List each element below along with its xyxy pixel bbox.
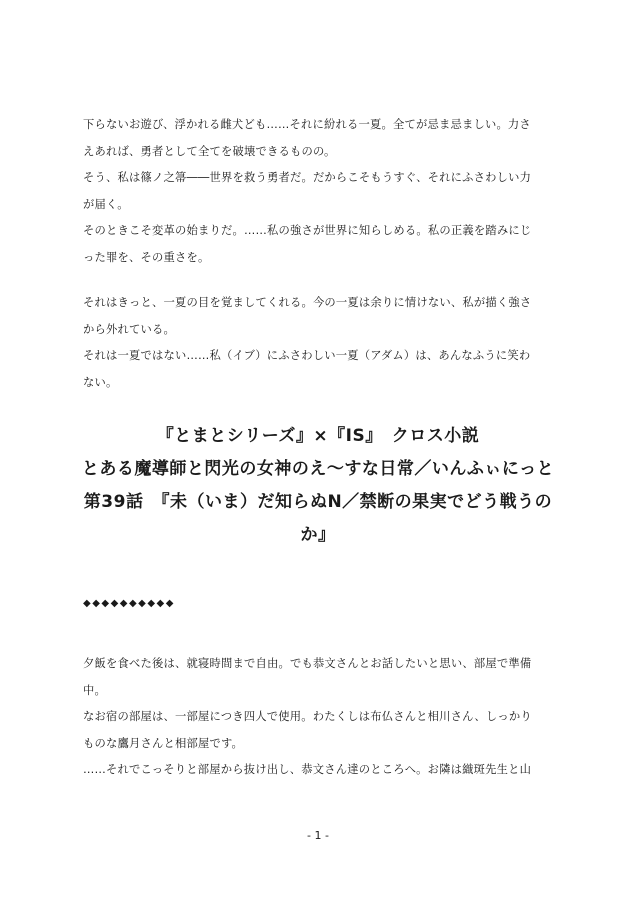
text-line: 中。 (83, 683, 106, 697)
text-line: ない。 (83, 375, 118, 389)
section-divider: ◆◆◆◆◆◆◆◆◆◆ (83, 598, 175, 609)
paragraph-block-1 (83, 112, 558, 271)
text-line: えあれば、勇者として全てを破壊できるものの。 (83, 144, 336, 158)
text-line: それはきっと、一夏の目を覚ましてくれる。今の一夏は余りに情けない、私が描く強さ (83, 296, 532, 309)
page-number: - 1 - (307, 829, 329, 842)
paragraph-block-2 (83, 290, 558, 396)
text-line: から外れている。 (83, 322, 175, 336)
text-line: なお宿の部屋は、一部屋につき四人で使用。わたくしは布仏さんと相川さん、しっかり (83, 710, 532, 723)
text-line: った罪を、その重さを。 (83, 250, 210, 264)
text-line: そう、私は篠ノ之箒――世界を救う勇者だ。だからこそもうすぐ、それにふさわしい力 (83, 171, 532, 184)
text-line: ……それでこっそりと部屋から抜け出し、恭文さん達のところへ。お隣は織斑先生と山 (83, 763, 532, 776)
text-line: そのときこそ変革の始まりだ。……私の強さが世界に知らしめる。私の正義を踏みにじ (83, 224, 532, 237)
chapter-title (60, 420, 576, 552)
text-line: 下らないお遊び、浮かれる雌犬ども……それに紛れる一夏。全てが忌ま忌ましい。力さ (83, 118, 531, 131)
text-line: が届く。 (83, 197, 129, 211)
title-line: とある魔導師と閃光の女神のえ～すな日常／いんふぃにっと (81, 459, 555, 479)
title-line: か』 (300, 525, 336, 545)
title-line: 『とまとシリーズ』×『IS』 クロス小説 (156, 426, 480, 446)
paragraph-block-3 (83, 651, 558, 784)
title-line: 第39話 『未（いま）だ知らぬN／禁断の果実でどう戦うの (83, 492, 553, 512)
text-line: 夕飯を食べた後は、就寝時間まで自由。でも恭文さんとお話したいと思い、部屋で準備 (83, 657, 532, 670)
text-line: ものな鷹月さんと相部屋です。 (83, 736, 244, 750)
text-line: それは一夏ではない……私（イブ）にふさわしい一夏（アダム）は、あんなふうに笑わ (83, 349, 531, 362)
